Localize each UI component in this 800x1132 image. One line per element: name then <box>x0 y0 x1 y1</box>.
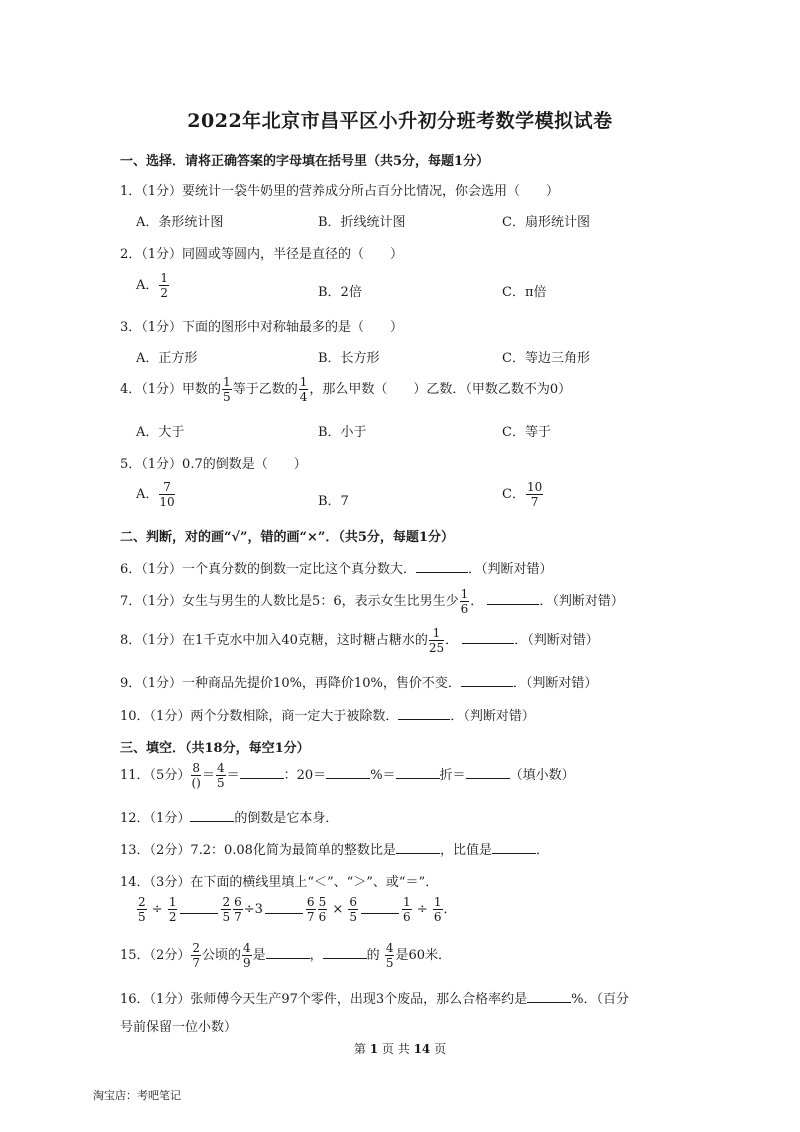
answer-blank <box>396 766 440 779</box>
q3-option-a: A．正方形 <box>136 351 198 366</box>
fraction: $\frac{1}{4}$ <box>299 375 308 404</box>
q4-option-a: A．大于 <box>136 425 185 440</box>
fraction: $\frac{7}{10}$ <box>159 480 175 509</box>
shop-watermark-text: 淘宝店：考吧笔记 <box>93 1089 181 1102</box>
question-1: 1．（1分）要统计一袋牛奶里的营养成分所占百分比情况，你会选用（ ） <box>120 184 560 199</box>
question-11: 11．（5分） $\frac{8}{()}$ ＝ $\frac{4}{5}$ ＝ ：20＝ %＝ 折＝ （填小数） <box>120 761 575 790</box>
q5-option-c: C． $\frac{10}{7}$ <box>502 480 543 509</box>
section-heading-fill: 三、填空．（共18分，每空1分） <box>120 741 310 756</box>
section-heading-choice: 一、选择．请将正确答案的字母填在括号里（共5分，每题1分） <box>120 154 490 169</box>
answer-blank <box>492 841 536 854</box>
answer-blank <box>396 841 440 854</box>
answer-blank <box>398 707 450 720</box>
q5-option-b: B．7 <box>318 494 349 509</box>
q3-option-c: C．等边三角形 <box>502 351 590 366</box>
question-3: 3．（1分）下面的图形中对称轴最多的是（ ） <box>120 320 404 335</box>
q1-option-b: B．折线统计图 <box>318 215 406 230</box>
answer-blank <box>326 766 370 779</box>
q14-expressions: $\frac{2}{5}$ ÷ $\frac{1}{2}$ $\frac{2}{5}$ $\frac{6}{7}$ ÷3 $\frac{6}{7}$ $\frac{5}{6}$ × $\frac{6}{5}$ $\frac{1}{6}$ ÷ $\frac{1}{6}$ ． <box>138 895 457 924</box>
question-13: 13．（2分）7.2：0.08化简为最简单的整数比是 ，比值是 ． <box>120 843 549 858</box>
answer-blank <box>361 905 399 914</box>
fraction: $\frac{4}{5}$ <box>216 761 225 790</box>
q4-option-b: B．小于 <box>318 425 367 440</box>
answer-blank <box>527 990 571 1003</box>
answer-blank <box>240 766 284 779</box>
question-2: 2．（1分）同圆或等圆内，半径是直径的（ ） <box>120 247 404 262</box>
fraction: $\frac{1}{25}$ <box>428 626 445 655</box>
answer-blank <box>323 946 367 959</box>
q2-option-b: B．2倍 <box>318 285 362 300</box>
question-8: 8．（1分）在1千克水中加入40克糖，这时糖占糖水的 $\frac{1}{25}$ ． ．（判断对错） <box>120 626 599 655</box>
question-10: 10．（1分）两个分数相除，商一定大于被除数． ．（判断对错） <box>120 709 535 724</box>
page-title: 2022年北京市昌平区小升初分班考数学模拟试卷 <box>187 110 613 132</box>
answer-blank <box>266 946 310 959</box>
answer-blank <box>461 674 513 687</box>
fraction: $\frac{10}{7}$ <box>526 480 543 509</box>
question-14: 14．（3分）在下面的横线里填上“＜”、“＞”、或“＝”． <box>120 875 439 890</box>
q2-option-c: C．π倍 <box>502 285 547 300</box>
answer-blank <box>462 631 514 644</box>
question-6: 6．（1分）一个真分数的倒数一定比这个真分数大． ．（判断对错） <box>120 562 553 577</box>
question-7: 7．（1分）女生与男生的人数比是5：6，表示女生比男生少 $\frac{1}{6}$ ． ．（判断对错） <box>120 587 624 616</box>
answer-blank <box>487 592 539 605</box>
fraction: $\frac{1}{6}$ <box>460 587 469 616</box>
fraction: $\frac{1}{2}$ <box>160 271 169 300</box>
fraction: $\frac{4}{5}$ <box>385 941 394 970</box>
question-16: 16．（1分）张师傅今天生产97个零件，出现3个废品，那么合格率约是 %．（百分 <box>120 992 629 1007</box>
q4-option-c: C．等于 <box>502 425 551 440</box>
answer-blank <box>180 905 218 914</box>
page-footer: 第 1 页 共 14 页 <box>353 1042 447 1056</box>
question-16-continued: 号前保留一位小数） <box>120 1020 238 1035</box>
answer-blank <box>466 766 510 779</box>
question-9: 9．（1分）一种商品先提价10%，再降价10%，售价不变． ．（判断对错） <box>120 676 598 691</box>
q1-option-c: C．扇形统计图 <box>502 215 590 230</box>
fraction: $\frac{1}{5}$ <box>223 375 231 404</box>
q1-option-a: A．条形统计图 <box>136 215 224 230</box>
q5-option-a: A． $\frac{7}{10}$ <box>136 480 175 509</box>
question-12: 12．（1分） 的倒数是它本身． <box>120 811 339 826</box>
question-4: 4．（1分）甲数的 $\frac{1}{5}$ 等于乙数的 $\frac{1}{4}$ ，那么甲数（ ）乙数．（甲数乙数不为0） <box>120 375 572 404</box>
q3-option-b: B．长方形 <box>318 351 380 366</box>
q2-option-a: A． $\frac{1}{2}$ <box>136 271 169 300</box>
question-5: 5．（1分）0.7的倒数是（ ） <box>120 457 307 472</box>
answer-blank <box>190 809 234 822</box>
answer-blank <box>265 905 303 914</box>
answer-blank <box>416 560 468 573</box>
section-heading-judge: 二、判断，对的画“√”，错的画“×”．（共5分，每题1分） <box>120 530 454 545</box>
fraction: $\frac{4}{9}$ <box>242 941 251 970</box>
fraction: $\frac{2}{7}$ <box>192 941 200 970</box>
fraction: $\frac{8}{()}$ <box>191 761 201 790</box>
question-15: 15．（2分） $\frac{2}{7}$ 公顷的 $\frac{4}{9}$ 是 ， 的 $\frac{4}{5}$ 是60米． <box>120 941 451 970</box>
